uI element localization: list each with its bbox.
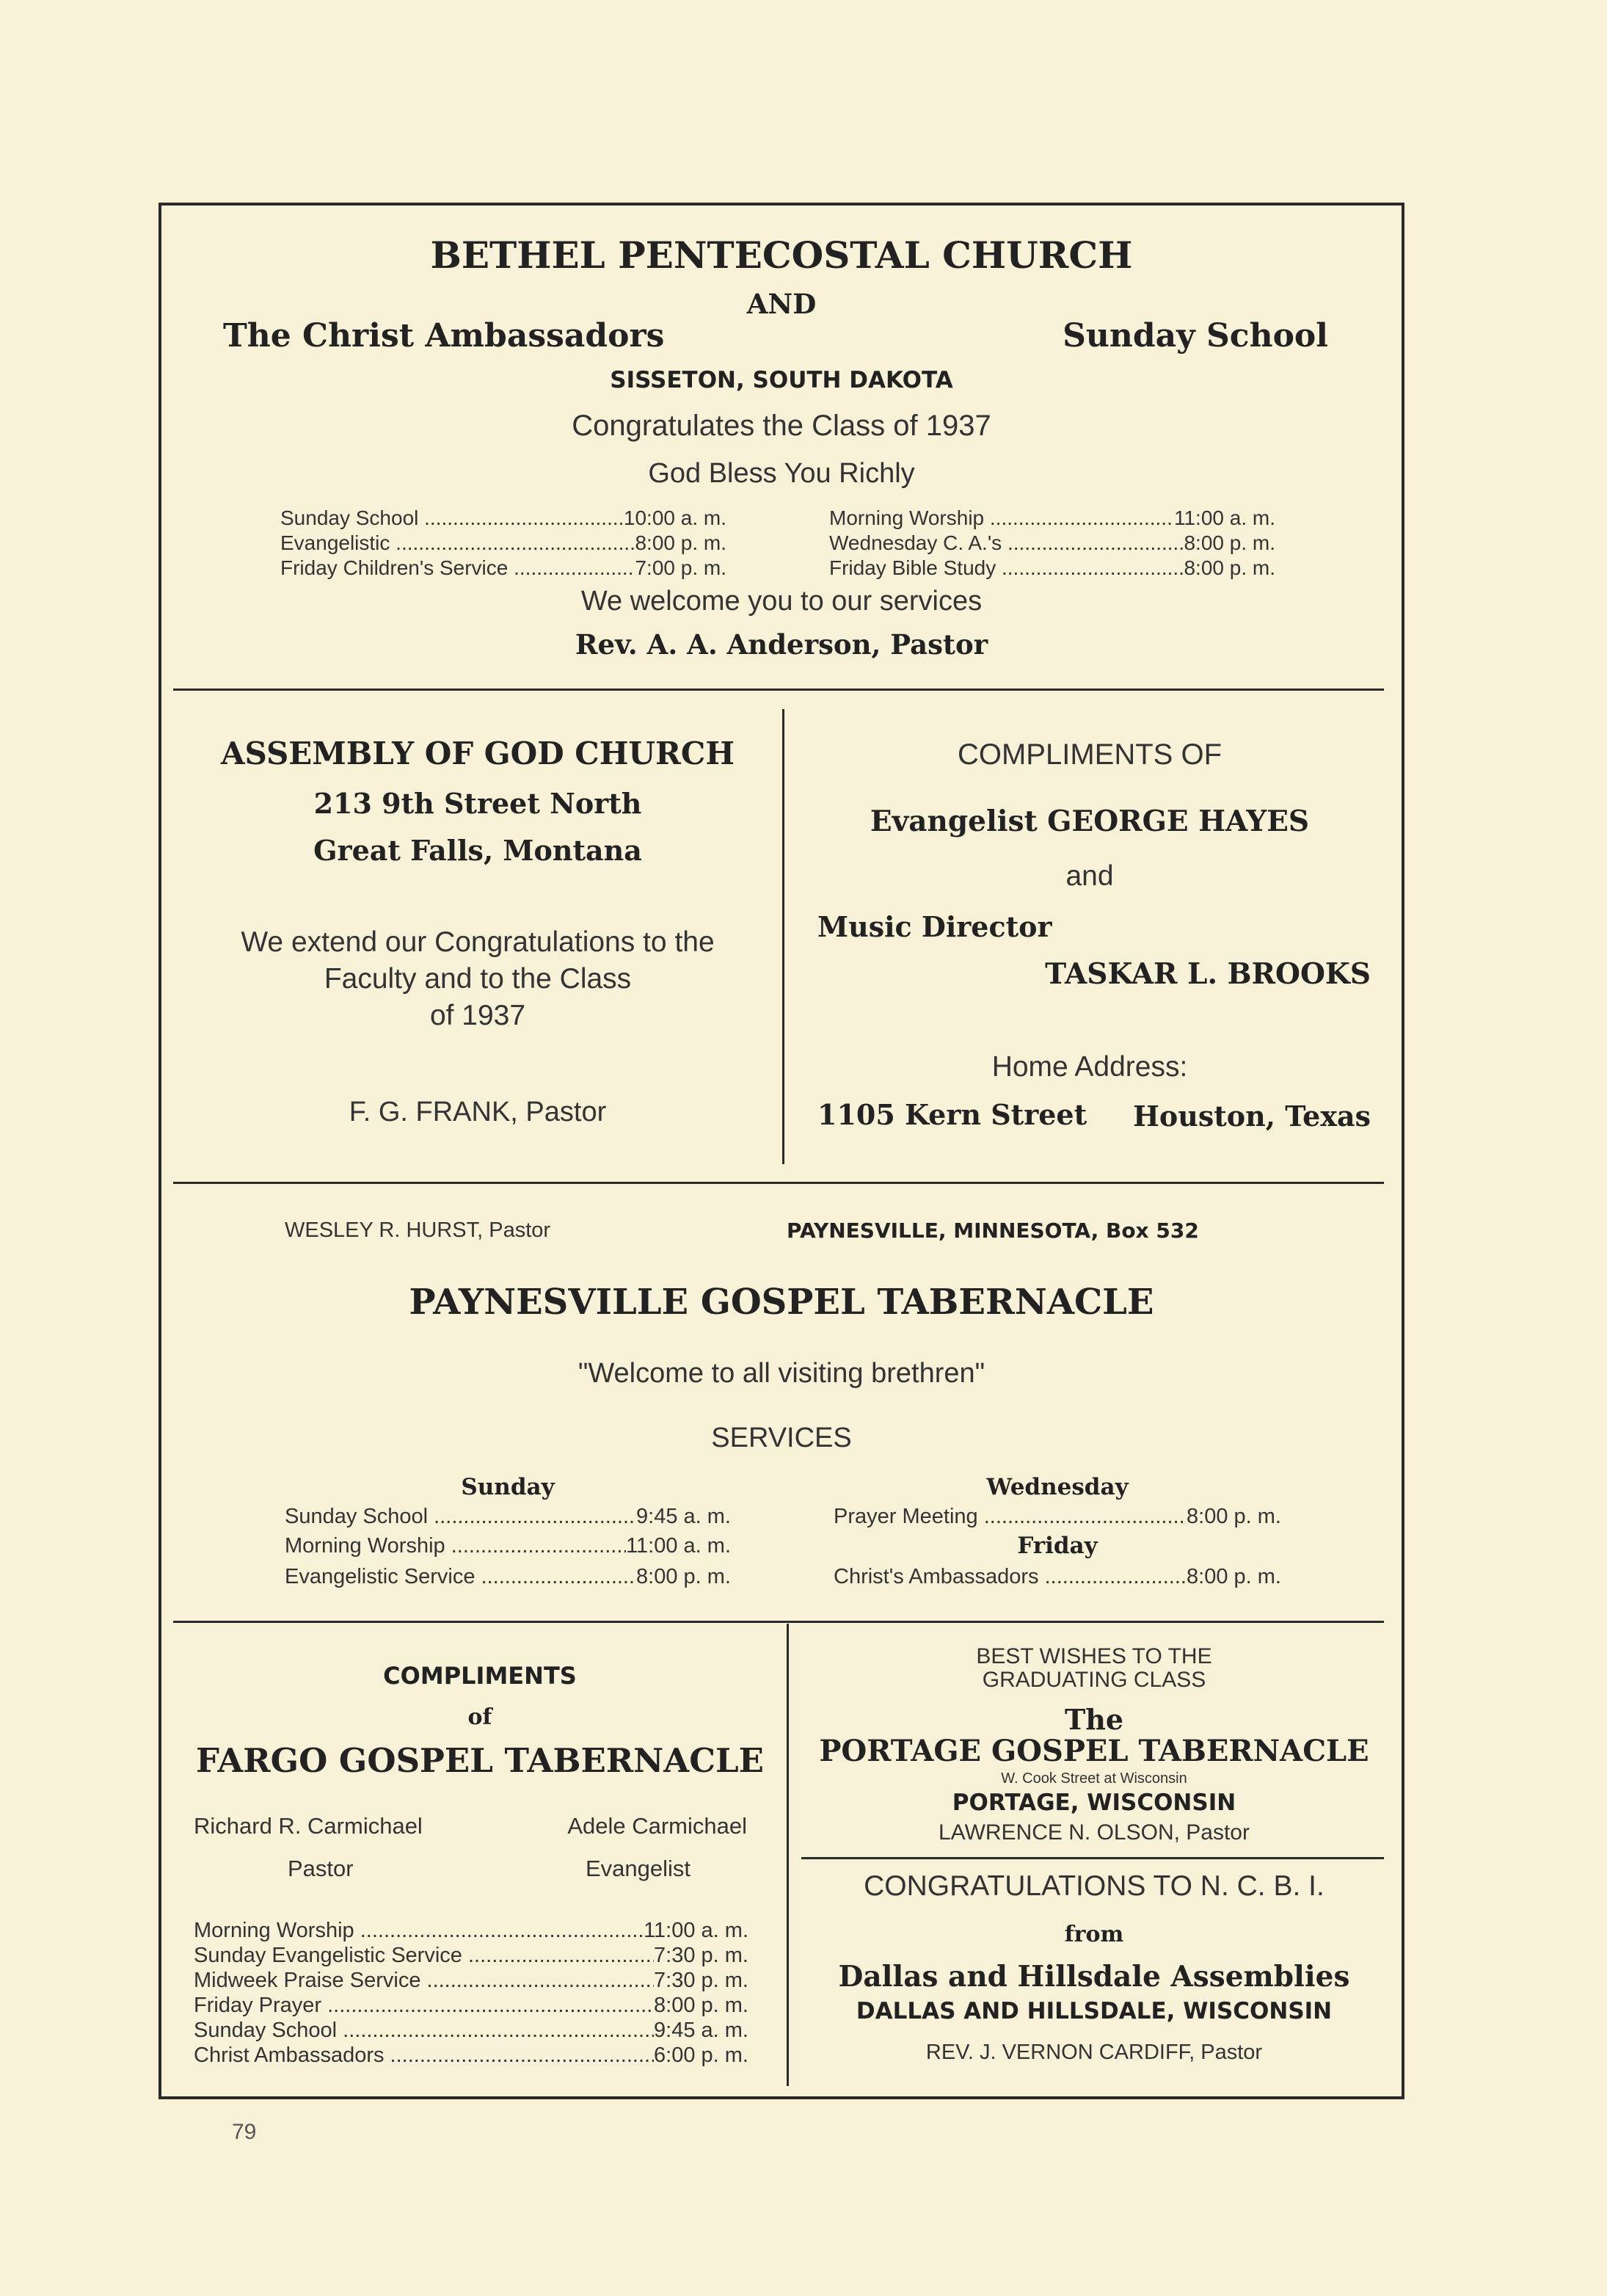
paynesville-service-item: Sunday School ..... 9:45 a. m.	[285, 1505, 731, 1529]
bethel-and: AND	[746, 288, 817, 320]
divider	[787, 1624, 789, 2086]
paynesville-service-item: Evangelistic Service ..... 8:00 p. m.	[285, 1565, 731, 1589]
hayes-city: Houston, Texas	[1132, 1100, 1371, 1133]
bethel-title: BETHEL PENTECOSTAL CHURCH	[430, 233, 1133, 277]
paynesville-service-item: Prayer Meeting ..... 8:00 p. m.	[834, 1505, 1281, 1529]
portage-city: PORTAGE, WISCONSIN	[952, 1790, 1236, 1816]
fargo-role-left: Pastor	[288, 1856, 354, 1881]
divider	[782, 709, 784, 1164]
paynesville-address: PAYNESVILLE, MINNESOTA, Box 532	[787, 1218, 1199, 1243]
hayes-music-name: TASKAR L. BROOKS	[1045, 957, 1371, 991]
bethel-left-org: The Christ Ambassadors	[223, 317, 665, 355]
paynesville-pastor: WESLEY R. HURST, Pastor	[285, 1218, 551, 1242]
bethel-blessing: God Bless You Richly	[648, 458, 915, 489]
fargo-schedule-item: Christ Ambassadors ..... 6:00 p. m.	[194, 2043, 748, 2068]
assembly-title: ASSEMBLY OF GOD CHURCH	[220, 735, 735, 771]
fargo-schedule-item: Midweek Praise Service ..... 7:30 p. m.	[194, 1969, 748, 1993]
assembly-message: of 1937	[429, 1000, 526, 1031]
divider	[801, 1857, 1384, 1859]
dallas-from: from	[1064, 1922, 1124, 1947]
paynesville-services: SERVICES	[711, 1423, 852, 1453]
bethel-schedule-item: Evangelistic ..... 8:00 p. m.	[280, 531, 726, 555]
paynesville-title: PAYNESVILLE GOSPEL TABERNACLE	[409, 1282, 1154, 1323]
divider	[173, 1621, 1384, 1623]
divider	[173, 1182, 1384, 1184]
bethel-pastor: Rev. A. A. Anderson, Pastor	[575, 628, 988, 661]
assembly-message: Faculty and to the Class	[324, 963, 632, 995]
fargo-compliments: COMPLIMENTS	[383, 1662, 577, 1690]
bethel-congrats: Congratulates the Class of 1937	[572, 410, 991, 442]
dallas-title: Dallas and Hillsdale Assemblies	[838, 1960, 1350, 1994]
hayes-street: 1105 Kern Street	[817, 1098, 1087, 1131]
hayes-and: and	[1065, 860, 1114, 892]
paynesville-friday-heading: Friday	[1017, 1533, 1098, 1559]
dallas-congrats: CONGRATULATIONS TO N. C. B. I.	[864, 1870, 1324, 1902]
fargo-schedule-item: Sunday Evangelistic Service ..... 7:30 p. m.	[194, 1944, 748, 1968]
fargo-name-left: Richard R. Carmichael	[194, 1813, 423, 1839]
portage-title: PORTAGE GOSPEL TABERNACLE	[819, 1734, 1369, 1768]
hayes-music-label: Music Director	[817, 910, 1052, 943]
portage-street: W. Cook Street at Wisconsin	[1001, 1770, 1187, 1787]
hayes-heading: COMPLIMENTS OF	[957, 738, 1222, 771]
hayes-evangelist: Evangelist GEORGE HAYES	[870, 804, 1310, 838]
portage-pastor: LAWRENCE N. OLSON, Pastor	[939, 1820, 1250, 1845]
bethel-schedule-item: Friday Children's Service ..... 7:00 p. m.	[280, 556, 726, 580]
assembly-message: We extend our Congratulations to the	[241, 926, 715, 958]
portage-the: The	[1064, 1703, 1124, 1736]
bethel-schedule-item: Friday Bible Study ..... 8:00 p. m.	[829, 556, 1275, 580]
fargo-title: FARGO GOSPEL TABERNACLE	[196, 1741, 764, 1780]
bethel-location: SISSETON, SOUTH DAKOTA	[610, 367, 953, 393]
bethel-schedule-item: Wednesday C. A.'s ..... 8:00 p. m.	[829, 531, 1275, 555]
portage-wish: BEST WISHES TO THE	[976, 1644, 1212, 1668]
paynesville-service-item: Christ's Ambassadors ..... 8:00 p. m.	[834, 1565, 1281, 1589]
paynesville-service-item: Morning Worship ..... 11:00 a. m.	[285, 1534, 731, 1558]
assembly-city: Great Falls, Montana	[313, 834, 642, 867]
dallas-location: DALLAS AND HILLSDALE, WISCONSIN	[856, 1998, 1333, 2024]
assembly-street: 213 9th Street North	[313, 787, 642, 820]
dallas-pastor: REV. J. VERNON CARDIFF, Pastor	[925, 2041, 1263, 2064]
fargo-schedule-item: Morning Worship ..... 11:00 a. m.	[194, 1919, 748, 1943]
hayes-home-label: Home Address:	[991, 1051, 1188, 1083]
bethel-right-org: Sunday School	[1063, 317, 1328, 355]
assembly-pastor: F. G. FRANK, Pastor	[349, 1097, 607, 1127]
portage-wish: GRADUATING CLASS	[982, 1668, 1206, 1692]
fargo-name-right: Adele Carmichael	[567, 1813, 747, 1839]
fargo-schedule-item: Friday Prayer ..... 8:00 p. m.	[194, 1994, 748, 2018]
paynesville-wednesday-heading: Wednesday	[986, 1474, 1129, 1500]
paynesville-motto: "Welcome to all visiting brethren"	[577, 1358, 985, 1389]
fargo-of: of	[467, 1704, 492, 1730]
bethel-welcome: We welcome you to our services	[580, 586, 983, 617]
divider	[173, 689, 1384, 691]
bethel-schedule-item: Morning Worship ..... 11:00 a. m.	[829, 506, 1275, 530]
page-number: 79	[232, 2120, 257, 2144]
fargo-schedule-item: Sunday School ..... 9:45 a. m.	[194, 2019, 748, 2043]
paynesville-sunday-heading: Sunday	[461, 1474, 555, 1500]
fargo-role-right: Evangelist	[586, 1856, 691, 1881]
bethel-schedule-item: Sunday School ..... 10:00 a. m.	[280, 506, 726, 530]
